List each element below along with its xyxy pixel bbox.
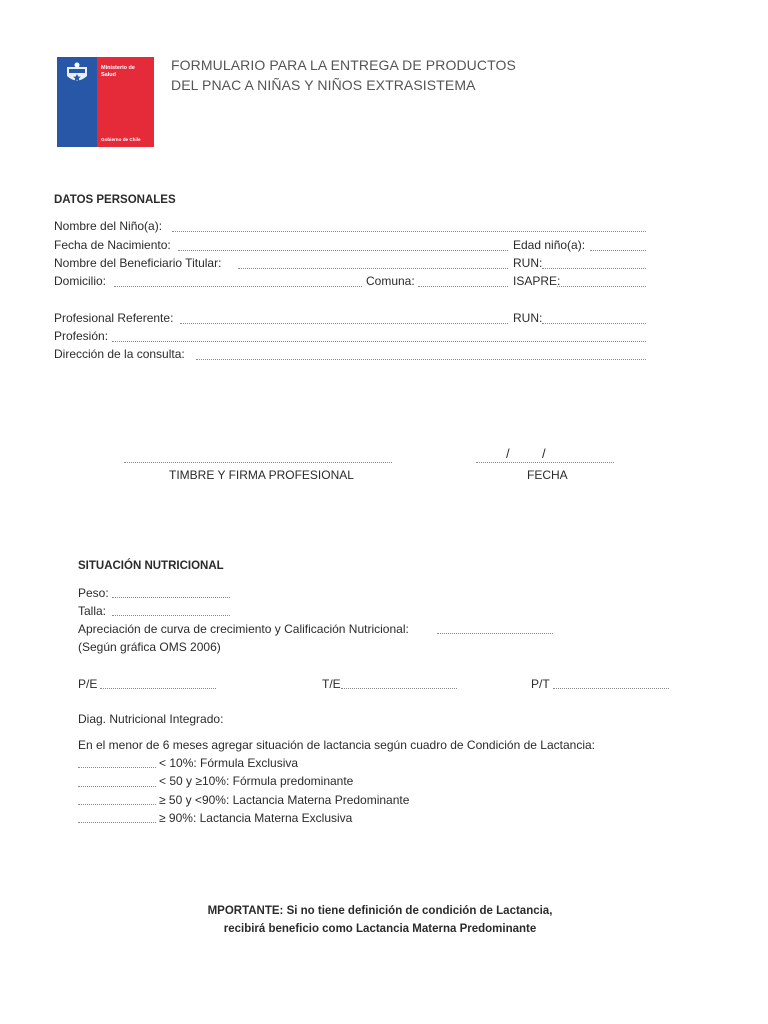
field-isapre[interactable] [557, 286, 646, 287]
section-heading-nutrition: SITUACIÓN NUTRICIONAL [78, 560, 224, 572]
date-slash-1: / [506, 446, 510, 461]
field-apreciacion[interactable] [437, 633, 553, 634]
label-diag-nutricional: Diag. Nutricional Integrado: [78, 712, 224, 726]
field-beneficiario[interactable] [238, 268, 508, 269]
label-domicilio: Domicilio: [54, 274, 107, 288]
field-run-profesional[interactable] [542, 323, 646, 324]
important-line-2: recibirá beneficio como Lactancia Materna Predominante [223, 923, 537, 935]
option-lactancia-exclusiva: ≥ 90%: Lactancia Materna Exclusiva [159, 811, 353, 825]
label-talla: Talla: [78, 604, 107, 618]
label-run-profesional: RUN: [513, 311, 543, 325]
label-pe: P/E [78, 677, 98, 691]
label-run: RUN: [513, 256, 543, 270]
label-peso: Peso: [78, 586, 109, 600]
label-apreciacion: Apreciación de curva de crecimiento y Calificación Nutricional: [78, 622, 409, 636]
checkbox-line-2[interactable] [78, 786, 156, 787]
label-te: T/E [322, 677, 341, 691]
label-direccion: Dirección de la consulta: [54, 347, 185, 361]
label-profesion: Profesión: [54, 329, 109, 343]
field-run[interactable] [542, 268, 646, 269]
important-line-1: MPORTANTE: Si no tiene definición de condición de Lactancia, [207, 905, 553, 917]
field-peso[interactable] [112, 597, 230, 598]
field-direccion[interactable] [196, 359, 646, 360]
important-note [130, 902, 630, 938]
field-profesional[interactable] [180, 323, 508, 324]
signature-line[interactable] [124, 462, 392, 463]
logo-gov-text: Gobierno de Chile [101, 137, 141, 142]
label-nombre-nino: Nombre del Niño(a): [54, 219, 163, 233]
field-nombre-nino[interactable] [172, 231, 646, 232]
checkbox-line-3[interactable] [78, 804, 156, 805]
label-fecha-nacimiento: Fecha de Nacimiento: [54, 238, 171, 252]
date-slash-2: / [542, 446, 546, 461]
title-line-1: FORMULARIO PARA LA ENTREGA DE PRODUCTOS [171, 57, 516, 73]
field-pt[interactable] [553, 688, 669, 689]
date-line[interactable] [476, 462, 614, 463]
field-talla[interactable] [112, 615, 230, 616]
field-te[interactable] [341, 688, 457, 689]
option-formula-exclusiva: < 10%: Fórmula Exclusiva [159, 756, 299, 770]
label-pt: P/T [531, 677, 550, 691]
field-domicilio[interactable] [114, 286, 362, 287]
label-isapre: ISAPRE: [513, 274, 561, 288]
field-fecha-nacimiento[interactable] [178, 250, 508, 251]
label-beneficiario: Nombre del Beneficiario Titular: [54, 256, 222, 270]
field-edad[interactable] [590, 250, 646, 251]
option-lactancia-predominante: ≥ 50 y <90%: Lactancia Materna Predominante [159, 793, 410, 807]
label-edad: Edad niño(a): [513, 238, 586, 252]
label-segun-oms: (Según gráfica OMS 2006) [78, 640, 221, 654]
ministry-logo [57, 57, 154, 147]
label-lactancia-intro: En el menor de 6 meses agregar situación de lactancia según cuadro de Condición de Lactancia: [78, 738, 595, 752]
coat-of-arms-icon [63, 61, 91, 87]
logo-ministry-text: Ministerio de Salud [101, 65, 135, 78]
field-profesion[interactable] [112, 341, 646, 342]
checkbox-line-1[interactable] [78, 767, 156, 768]
checkbox-line-4[interactable] [78, 822, 156, 823]
option-formula-predominante: < 50 y ≥10%: Fórmula predominante [159, 774, 354, 788]
field-pe[interactable] [100, 688, 216, 689]
label-comuna: Comuna: [366, 274, 415, 288]
label-timbre-firma: TIMBRE Y FIRMA PROFESIONAL [169, 468, 354, 482]
field-comuna[interactable] [418, 286, 508, 287]
page-title [171, 55, 516, 95]
title-line-2: DEL PNAC A NIÑAS Y NIÑOS EXTRASISTEMA [171, 77, 476, 93]
section-heading-personal: DATOS PERSONALES [54, 194, 176, 206]
label-profesional: Profesional Referente: [54, 311, 174, 325]
label-fecha: FECHA [527, 468, 568, 482]
